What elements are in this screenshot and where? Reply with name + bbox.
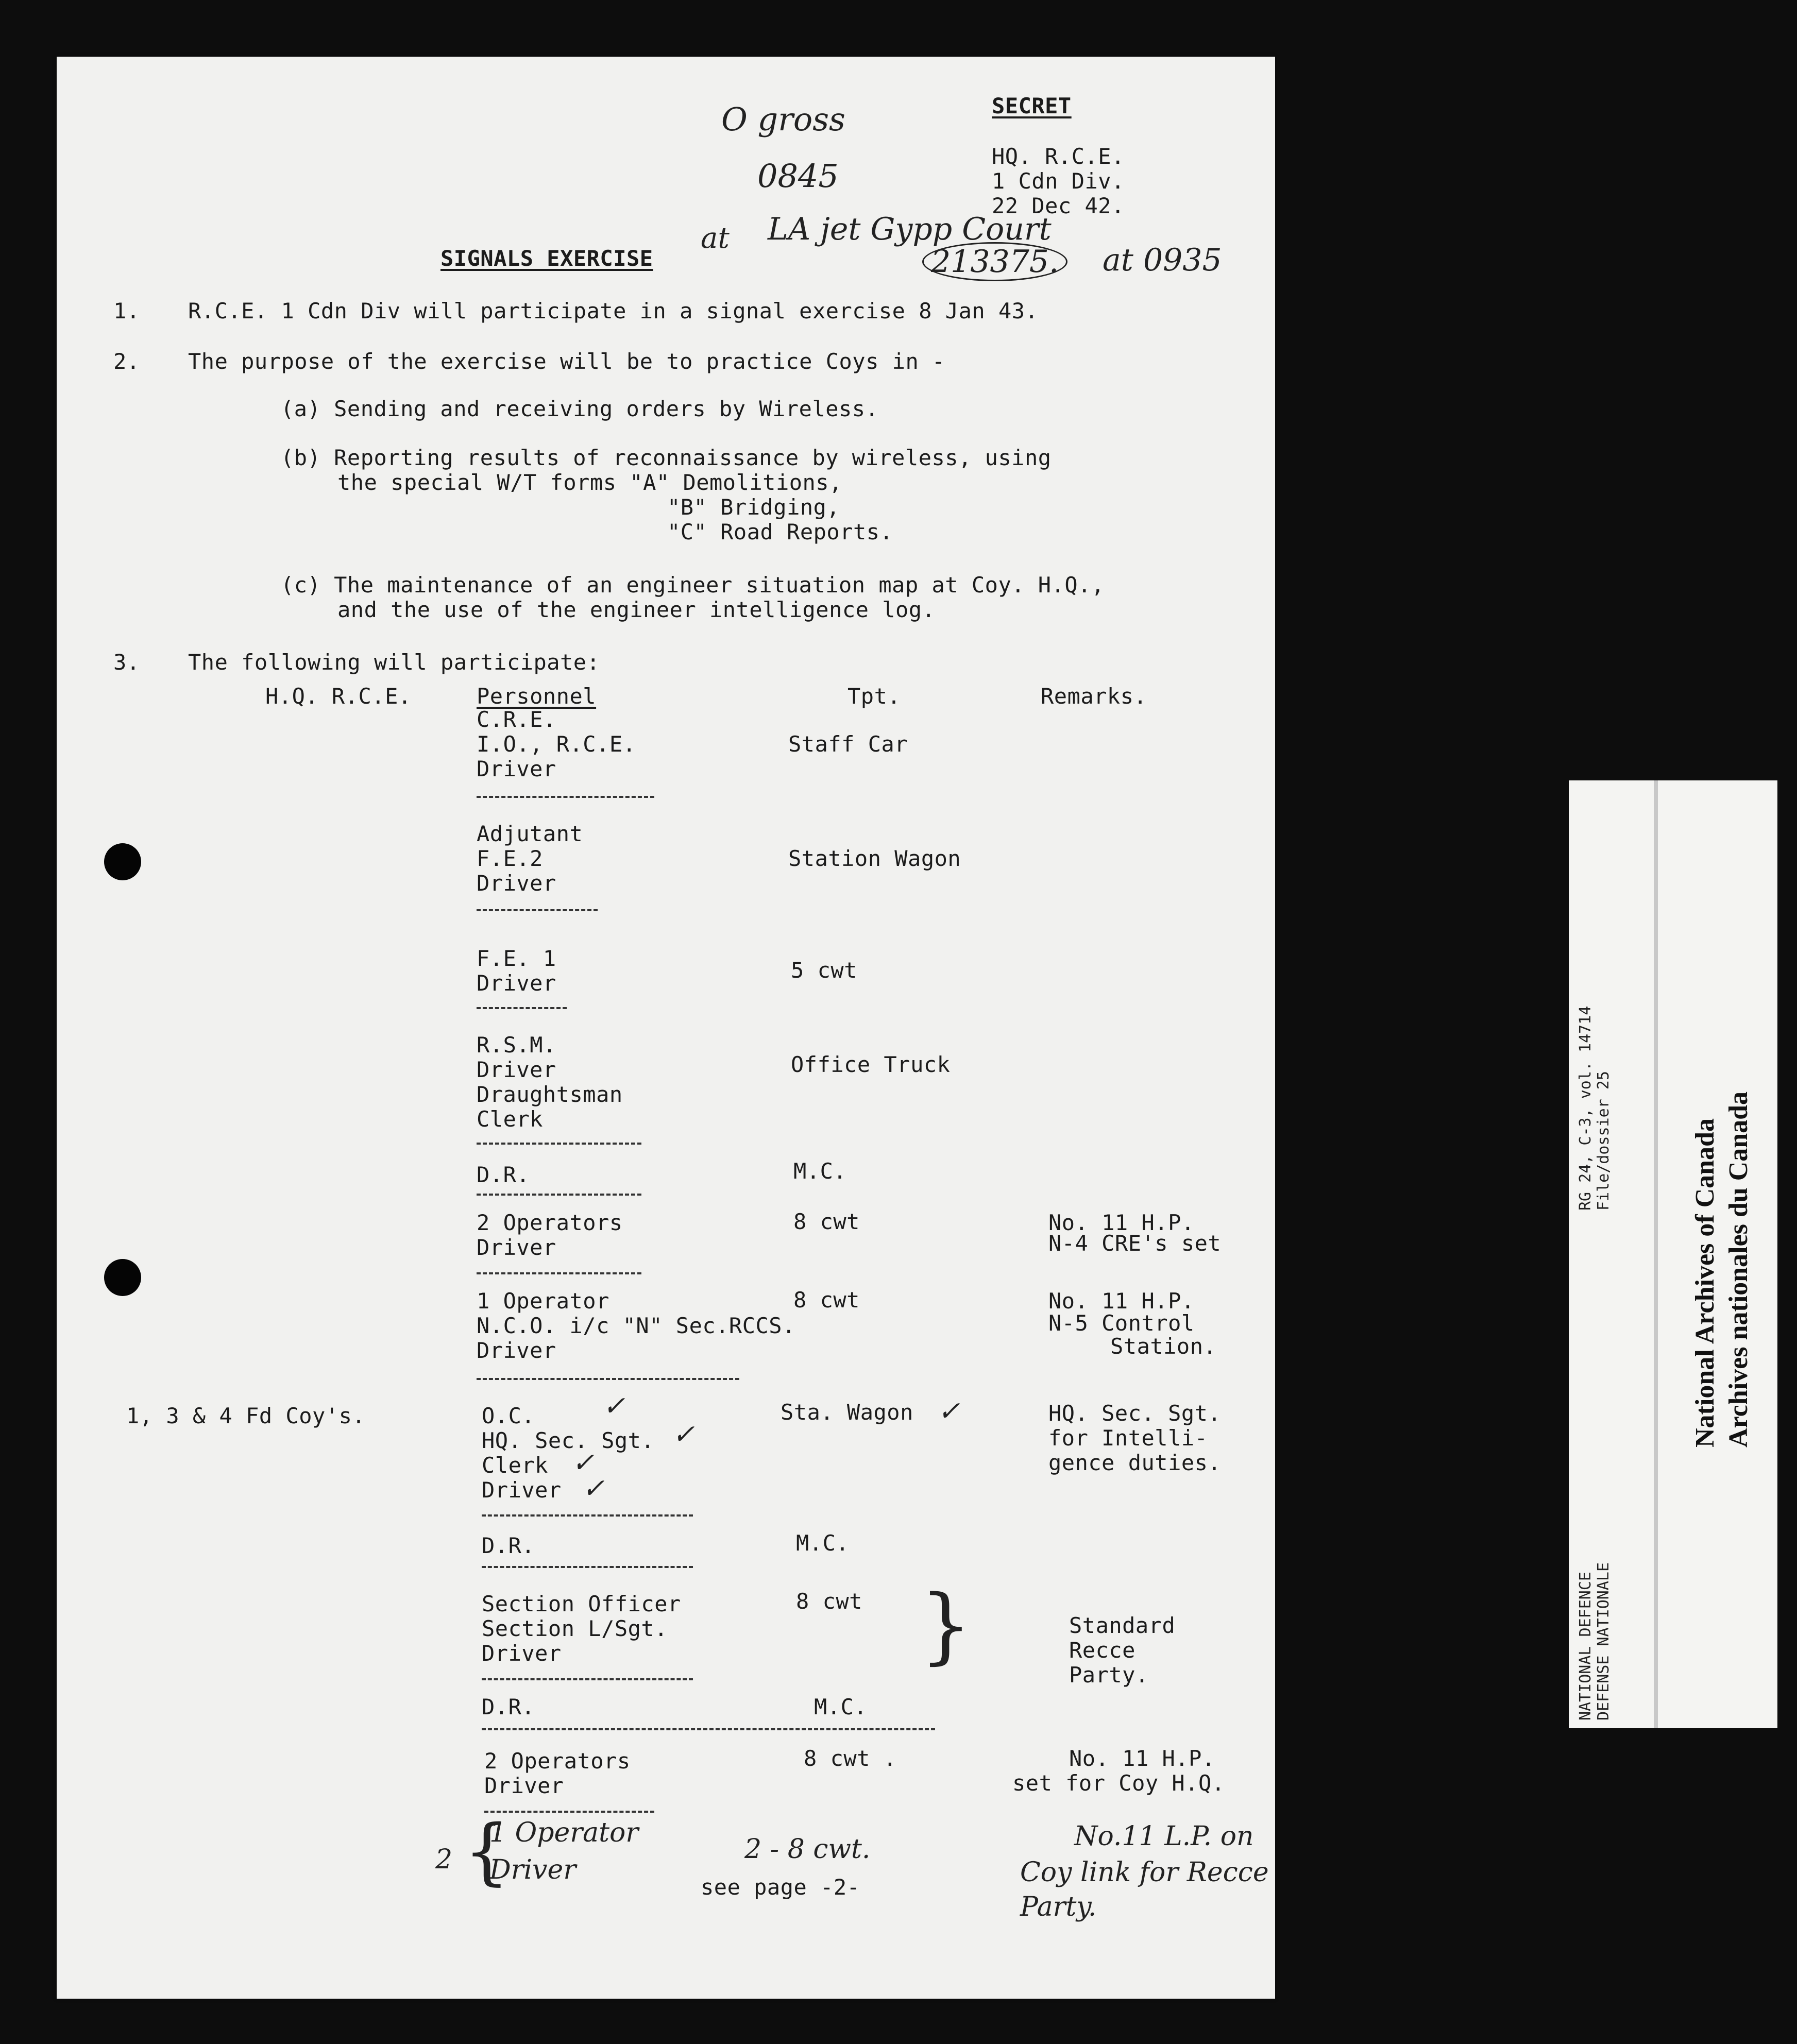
fd-row-3-personnel-2: Section L/Sgt. bbox=[482, 1616, 668, 1641]
row-7-remarks-3: Station. bbox=[1110, 1334, 1217, 1359]
row-2-personnel-1: Adjutant bbox=[477, 821, 583, 846]
column-header-tpt: Tpt. bbox=[847, 684, 901, 709]
fd-row-1-remarks-1: HQ. Sec. Sgt. bbox=[1048, 1401, 1222, 1426]
handwritten-o-group: O gross bbox=[721, 100, 845, 138]
fd-coys-unit-label: 1, 3 & 4 Fd Coy's. bbox=[126, 1403, 366, 1428]
fd-row-5-personnel-1: 2 Operators bbox=[484, 1748, 631, 1774]
row-1-personnel-3: Driver bbox=[477, 756, 556, 781]
paragraph-2b-line-3: "B" Bridging, bbox=[667, 495, 840, 520]
document-page bbox=[57, 57, 1275, 1999]
row-2-personnel-2: F.E.2 bbox=[477, 846, 543, 871]
header-line-1: HQ. R.C.E. bbox=[992, 144, 1125, 169]
fd-row-2-tpt: M.C. bbox=[796, 1530, 850, 1556]
column-header-unit: H.Q. R.C.E. bbox=[265, 684, 412, 709]
row-7-remarks-1: No. 11 H.P. bbox=[1048, 1288, 1195, 1314]
check-mark: ✓ bbox=[672, 1419, 695, 1450]
paragraph-2b-line-1: (b) Reporting results of reconnaissance by wireless, using bbox=[281, 445, 1052, 470]
paragraph-2b-line-4: "C" Road Reports. bbox=[667, 519, 893, 544]
archive-name-french: Archives nationales du Canada bbox=[1724, 1091, 1753, 1447]
paragraph-3-text: The following will participate: bbox=[188, 650, 600, 675]
handwritten-count: 2 bbox=[435, 1844, 453, 1875]
row-5-personnel-1: D.R. bbox=[477, 1162, 530, 1187]
check-mark: ✓ bbox=[582, 1473, 605, 1504]
header-line-2: 1 Cdn Div. bbox=[992, 168, 1125, 194]
fd-row-2-personnel-1: D.R. bbox=[482, 1533, 535, 1558]
punch-hole-top bbox=[104, 843, 141, 880]
row-1-personnel-2: I.O., R.C.E. bbox=[477, 731, 636, 757]
row-7-tpt: 8 cwt bbox=[793, 1287, 860, 1313]
fd-row-1-tpt: Sta. Wagon bbox=[781, 1400, 913, 1425]
paragraph-2c-line-1: (c) The maintenance of an engineer situation map at Coy. H.Q., bbox=[281, 572, 1105, 598]
row-divider bbox=[477, 909, 598, 911]
paragraph-2b-line-2: the special W/T forms "A" Demolitions, bbox=[337, 470, 842, 495]
row-7-personnel-1: 1 Operator bbox=[477, 1288, 609, 1314]
row-7-remarks-2: N-5 Control bbox=[1048, 1310, 1195, 1336]
handwritten-location: LA jet Gypp Court bbox=[768, 211, 1052, 247]
fd-row-5-remarks-2: set for Coy H.Q. bbox=[1012, 1770, 1225, 1796]
row-divider bbox=[484, 1811, 654, 1813]
check-mark: ✓ bbox=[572, 1447, 595, 1478]
header-line-3: 22 Dec 42. bbox=[992, 193, 1125, 218]
paragraph-2c-line-2: and the use of the engineer intelligence log. bbox=[337, 597, 936, 622]
handwritten-map-reference: 213375. bbox=[922, 242, 1067, 281]
archive-label-fold bbox=[1654, 780, 1658, 1728]
fd-row-3-remarks-1: Standard bbox=[1069, 1613, 1176, 1638]
archive-reference-line-1: RG 24, C-3, vol. 14714 bbox=[1576, 1006, 1595, 1211]
row-divider bbox=[477, 796, 654, 798]
fd-row-1-remarks-3: gence duties. bbox=[1048, 1450, 1222, 1475]
row-3-personnel-1: F.E. 1 bbox=[477, 946, 556, 971]
row-4-personnel-3: Draughtsman bbox=[477, 1082, 623, 1107]
punch-hole-bottom bbox=[104, 1259, 141, 1296]
row-divider bbox=[477, 1143, 641, 1145]
row-6-remarks-2: N-4 CRE's set bbox=[1048, 1231, 1222, 1256]
row-6-tpt: 8 cwt bbox=[793, 1209, 860, 1234]
column-header-remarks: Remarks. bbox=[1041, 684, 1147, 709]
row-2-tpt: Station Wagon bbox=[788, 846, 961, 871]
archive-department-line-1: NATIONAL DEFENCE bbox=[1576, 1572, 1595, 1721]
fd-row-4-personnel-1: D.R. bbox=[482, 1694, 535, 1719]
row-7-personnel-3: Driver bbox=[477, 1338, 556, 1363]
fd-row-5-tpt: 8 cwt . bbox=[804, 1746, 897, 1771]
paragraph-1-number: 1. bbox=[113, 298, 140, 323]
handwritten-bracket: } bbox=[920, 1577, 972, 1673]
handwritten-time-0935: at 0935 bbox=[1103, 242, 1222, 278]
fd-row-3-personnel-1: Section Officer bbox=[482, 1591, 681, 1616]
handwritten-tpt: 2 - 8 cwt. bbox=[744, 1834, 871, 1865]
archive-department-line-2: DEFENSE NATIONALE bbox=[1595, 1562, 1613, 1721]
handwritten-remarks-2: Coy link for Recce bbox=[1020, 1857, 1269, 1888]
fd-row-3-remarks-3: Party. bbox=[1069, 1662, 1149, 1688]
fd-row-1-remarks-2: for Intelli- bbox=[1048, 1425, 1208, 1451]
row-4-personnel-2: Driver bbox=[477, 1057, 556, 1082]
handwritten-time-0845: 0845 bbox=[757, 157, 839, 195]
row-1-personnel-1: C.R.E. bbox=[477, 707, 556, 732]
row-5-tpt: M.C. bbox=[793, 1159, 847, 1184]
row-4-personnel-1: R.S.M. bbox=[477, 1032, 556, 1058]
fd-row-1-personnel-4: Driver bbox=[482, 1477, 562, 1503]
paragraph-2-number: 2. bbox=[113, 349, 140, 374]
row-2-personnel-3: Driver bbox=[477, 871, 556, 896]
continuation-note: see page -2- bbox=[701, 1875, 860, 1900]
row-7-personnel-2: N.C.O. i/c "N" Sec.RCCS. bbox=[477, 1313, 795, 1338]
handwritten-personnel-2: Driver bbox=[489, 1854, 577, 1885]
fd-row-3-personnel-3: Driver bbox=[482, 1641, 562, 1666]
row-divider bbox=[477, 1272, 641, 1274]
paragraph-1-text: R.C.E. 1 Cdn Div will participate in a signal exercise 8 Jan 43. bbox=[188, 298, 1039, 323]
handwritten-at: at bbox=[701, 222, 730, 255]
paragraph-3-number: 3. bbox=[113, 650, 140, 675]
archive-name-english: National Archives of Canada bbox=[1690, 1118, 1720, 1447]
row-3-tpt: 5 cwt bbox=[791, 958, 857, 983]
row-4-personnel-4: Clerk bbox=[477, 1106, 543, 1132]
handwritten-remarks-3: Party. bbox=[1020, 1892, 1097, 1922]
row-divider bbox=[482, 1678, 693, 1680]
section-divider bbox=[477, 1378, 739, 1380]
row-divider bbox=[482, 1566, 693, 1568]
row-divider bbox=[477, 1194, 641, 1196]
row-1-tpt: Staff Car bbox=[788, 731, 908, 757]
row-6-personnel-2: Driver bbox=[477, 1235, 556, 1260]
row-divider bbox=[477, 1007, 567, 1009]
paragraph-2a-text: (a) Sending and receiving orders by Wireless. bbox=[281, 396, 879, 421]
fd-row-1-personnel-2: HQ. Sec. Sgt. bbox=[482, 1428, 655, 1453]
page-title: SIGNALS EXERCISE bbox=[440, 246, 653, 271]
row-3-personnel-2: Driver bbox=[477, 970, 556, 996]
archive-reference-line-2: File/dossier 25 bbox=[1595, 1071, 1613, 1211]
fd-row-3-remarks-2: Recce bbox=[1069, 1638, 1135, 1663]
fd-row-3-tpt: 8 cwt bbox=[796, 1589, 862, 1614]
handwritten-remarks-1: No.11 L.P. on bbox=[1074, 1821, 1254, 1852]
paragraph-2-text: The purpose of the exercise will be to practice Coys in - bbox=[188, 349, 945, 374]
column-header-personnel: Personnel bbox=[477, 684, 597, 709]
check-mark: ✓ bbox=[938, 1396, 960, 1427]
fd-row-4-tpt: M.C. bbox=[814, 1694, 868, 1719]
row-6-remarks-1: No. 11 H.P. bbox=[1048, 1210, 1195, 1235]
classification-label: SECRET bbox=[992, 93, 1072, 118]
row-divider bbox=[482, 1728, 935, 1730]
check-mark: ✓ bbox=[603, 1391, 625, 1422]
fd-row-1-personnel-1: O.C. bbox=[482, 1403, 535, 1428]
row-4-tpt: Office Truck bbox=[791, 1052, 951, 1077]
fd-row-1-personnel-3: Clerk bbox=[482, 1453, 548, 1478]
fd-row-5-personnel-2: Driver bbox=[484, 1773, 564, 1798]
row-6-personnel-1: 2 Operators bbox=[477, 1210, 623, 1235]
handwritten-personnel-1: 1 Operator bbox=[489, 1817, 639, 1848]
handwritten-brace: { bbox=[464, 1810, 510, 1894]
fd-row-5-remarks-1: No. 11 H.P. bbox=[1069, 1746, 1215, 1771]
row-divider bbox=[482, 1514, 693, 1517]
